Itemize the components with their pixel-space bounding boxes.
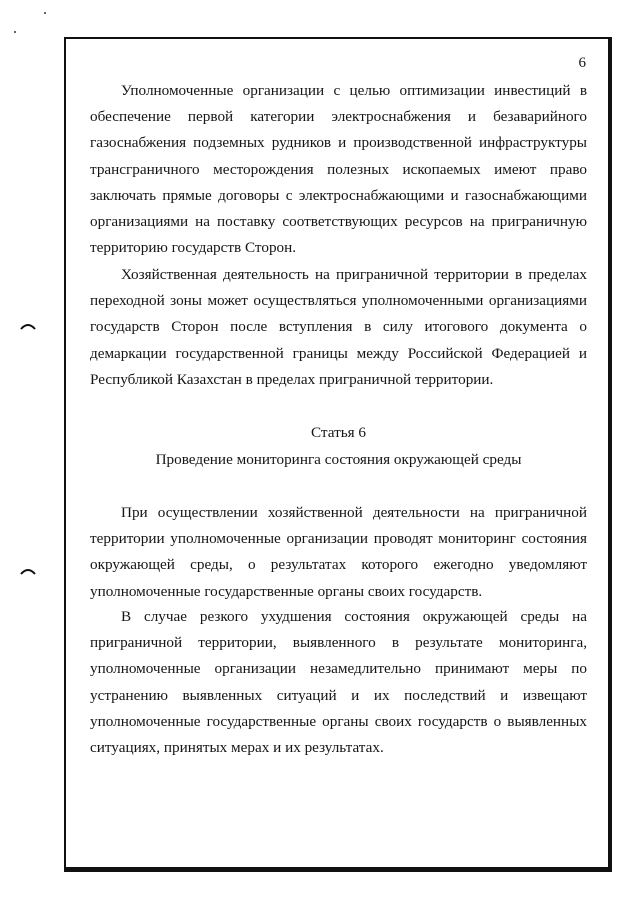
article-number: Статья 6 [310,424,367,441]
punch-hole-mark [20,322,36,330]
paragraph: Хозяйственная деятельность на приграничной территории в пределах переходной зоны может осуществляться уполномоченными организациями государств Сторон после вступления в силу итогового документа о демаркации государственной границы между Российской Федерацией и Республикой Казахстан в пределах приграничной территории. [90,266,587,388]
paragraph: В случае резкого ухудшения состояния окружающей среды на приграничной территории, выявленного в результате мониторинга, уполномоченные организации незамедлительно принимают меры по устранению выявленных ситуаций и их последствий и извещают уполномоченные государственные органы своих государств о выявленных ситуациях, принятых мерах и их результатах. [90,608,587,757]
paragraph: При осуществлении хозяйственной деятельности на приграничной территории уполномоченные организации проводят мониторинг состояния окружающей среды, о результатах которого ежегодно уведомляют уполномоченные государственные органы своих государств. [90,504,587,600]
punch-hole-mark [20,567,36,575]
scan-speck [44,12,46,14]
scan-speck [14,31,16,33]
paragraph: Уполномоченные организации с целью оптимизации инвестиций в обеспечение первой категории электроснабжения и безаварийного газоснабжения подземных рудников и производственной инфраструктуры трансграничного месторождения полезных ископаемых имеют право заключать прямые договоры с электроснабжающими и газоснабжающими организациями на поставку соответствующих ресурсов на приграничную территорию государств Сторон. [90,82,587,257]
article-title: Проведение мониторинга состояния окружающей среды [155,451,522,468]
page-number: 6 [578,55,586,71]
